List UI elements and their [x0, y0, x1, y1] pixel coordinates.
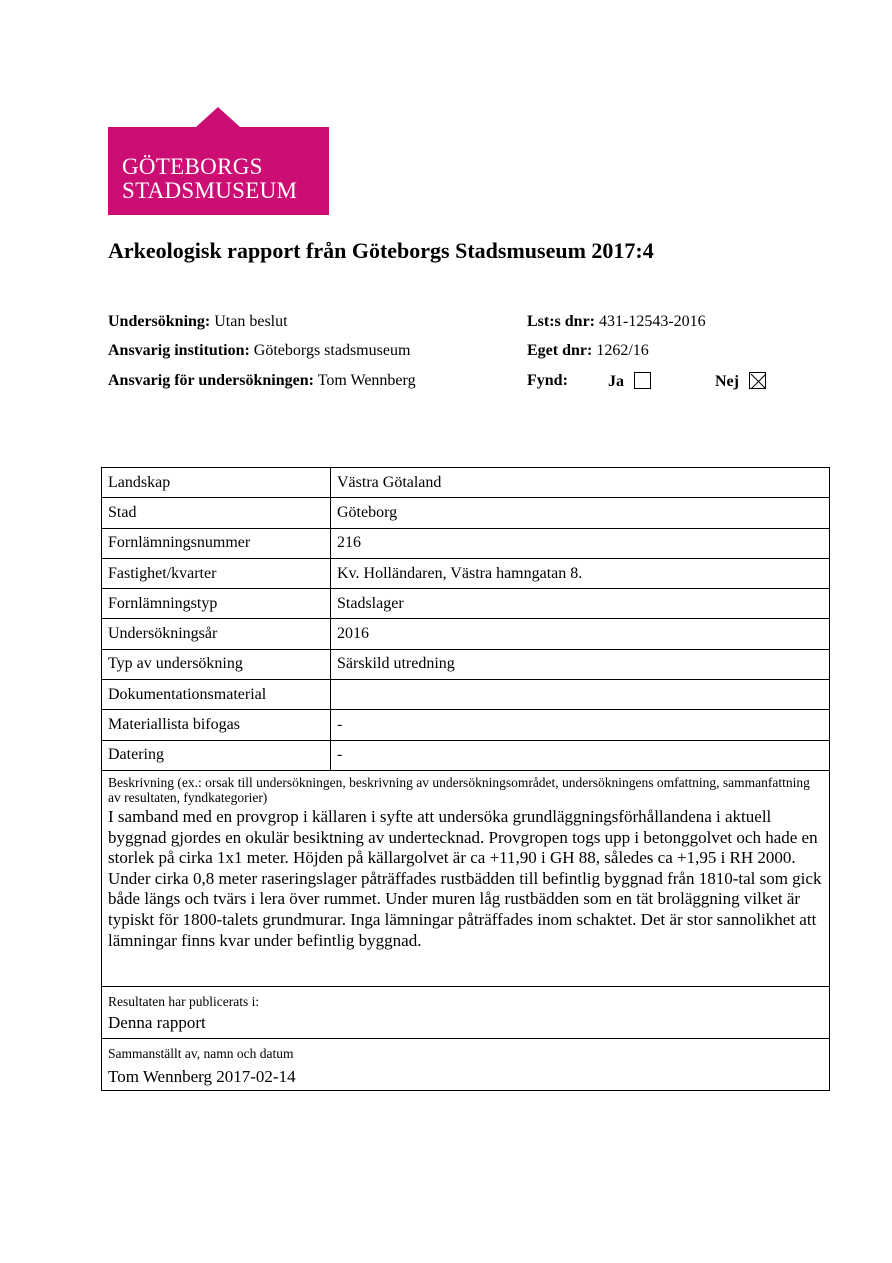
published-value: Denna rapport — [108, 1013, 206, 1032]
meta-institution — [108, 342, 410, 360]
meta-lst-dnr — [527, 313, 706, 331]
description-text: I samband med en provgrop i källaren i syfte att undersöka grundläggningsförhållandena i aktuell byggnad gjordes en okulär besiktning av undertecknad. Provgropen togs upp i betonggolvet och hade en storlek på cirka 1x1 meter. Höjden på källargolvet är ca +11,90 i GH 88, således ca +1,95 i RH 2000. Under cirka 0,8 meter raseringslager påträffades rustbädden till befintlig byggnad från 1810-tal som gick både längs och tvärs i lera över rummet. Under muren låg rustbädden som en tät broläggning vilket är typiskt för 1800-talets grundmurar. Inga lämningar påträffades inom schaktet. Det är stor sannolikhet att lämningar finns kvar under befintlig byggnad. — [108, 807, 822, 950]
report-title: Arkeologisk rapport från Göteborgs Stadsmuseum 2017:4 — [108, 238, 654, 263]
undersokning-value: Utan beslut — [214, 313, 288, 330]
compiled-label: Sammanställt av, namn och datum — [108, 1046, 294, 1061]
eget-value: 1262/16 — [596, 342, 649, 359]
meta-eget-dnr — [527, 342, 649, 360]
ja-checkbox[interactable] — [634, 372, 651, 389]
undersokning-label: Undersökning: — [108, 313, 211, 330]
ansvarig-label: Ansvarig för undersökningen: — [108, 372, 314, 389]
row-key: Typ av undersökning — [102, 649, 331, 679]
row-key: Datering — [102, 740, 331, 770]
compiled-box — [101, 1038, 830, 1091]
table-row — [102, 589, 830, 619]
fynd-nej — [715, 372, 766, 391]
institution-label: Ansvarig institution: — [108, 342, 250, 359]
table-row — [102, 528, 830, 558]
description-label: Beskrivning (ex.: orsak till undersökningen, beskrivning av undersökningsområdet, undersökningens omfattning, sammanfattning av resultaten, fyndkategorier) — [108, 775, 810, 805]
nej-label: Nej — [715, 373, 739, 390]
row-key: Materiallista bifogas — [102, 710, 331, 740]
table-row — [102, 619, 830, 649]
checked-x-icon — [750, 373, 767, 390]
description-box — [101, 771, 830, 987]
nej-checkbox[interactable] — [749, 372, 766, 389]
logo-line-2: STADSMUSEUM — [122, 178, 298, 203]
lst-label: Lst:s dnr: — [527, 313, 596, 330]
museum-logo — [108, 107, 329, 215]
published-label: Resultaten har publicerats i: — [108, 994, 260, 1009]
row-value: Västra Götaland — [331, 468, 830, 498]
table-row — [102, 740, 830, 770]
row-value: 2016 — [331, 619, 830, 649]
logo-line-1: GÖTEBORGS — [122, 154, 263, 179]
row-key: Fornlämningsnummer — [102, 528, 331, 558]
compiled-value: Tom Wennberg 2017-02-14 — [108, 1067, 296, 1086]
table-row — [102, 649, 830, 679]
eget-label: Eget dnr: — [527, 342, 593, 359]
ansvarig-value: Tom Wennberg — [317, 372, 416, 389]
ja-label: Ja — [608, 373, 624, 390]
institution-value: Göteborgs stadsmuseum — [253, 342, 411, 359]
table-row — [102, 498, 830, 528]
logo-text — [122, 155, 297, 203]
meta-ansvarig — [108, 372, 416, 390]
row-value: 216 — [331, 528, 830, 558]
row-value: - — [331, 740, 830, 770]
table-row — [102, 710, 830, 740]
table-row — [102, 680, 830, 710]
row-key: Fastighet/kvarter — [102, 558, 331, 588]
row-value: Särskild utredning — [331, 649, 830, 679]
fynd-label: Fynd: — [527, 372, 568, 389]
row-value: Kv. Holländaren, Västra hamngatan 8. — [331, 558, 830, 588]
table-row — [102, 558, 830, 588]
row-value: Stadslager — [331, 589, 830, 619]
row-key: Fornlämningstyp — [102, 589, 331, 619]
table-row — [102, 468, 830, 498]
lst-value: 431-12543-2016 — [599, 313, 706, 330]
published-box — [101, 986, 830, 1039]
fynd-ja — [608, 372, 651, 391]
row-key: Landskap — [102, 468, 331, 498]
row-value — [331, 680, 830, 710]
row-key: Stad — [102, 498, 331, 528]
info-table — [101, 467, 830, 771]
meta-undersokning — [108, 313, 288, 331]
row-key: Undersökningsår — [102, 619, 331, 649]
row-key: Dokumentationsmaterial — [102, 680, 331, 710]
row-value: - — [331, 710, 830, 740]
meta-fynd — [527, 372, 568, 390]
row-value: Göteborg — [331, 498, 830, 528]
